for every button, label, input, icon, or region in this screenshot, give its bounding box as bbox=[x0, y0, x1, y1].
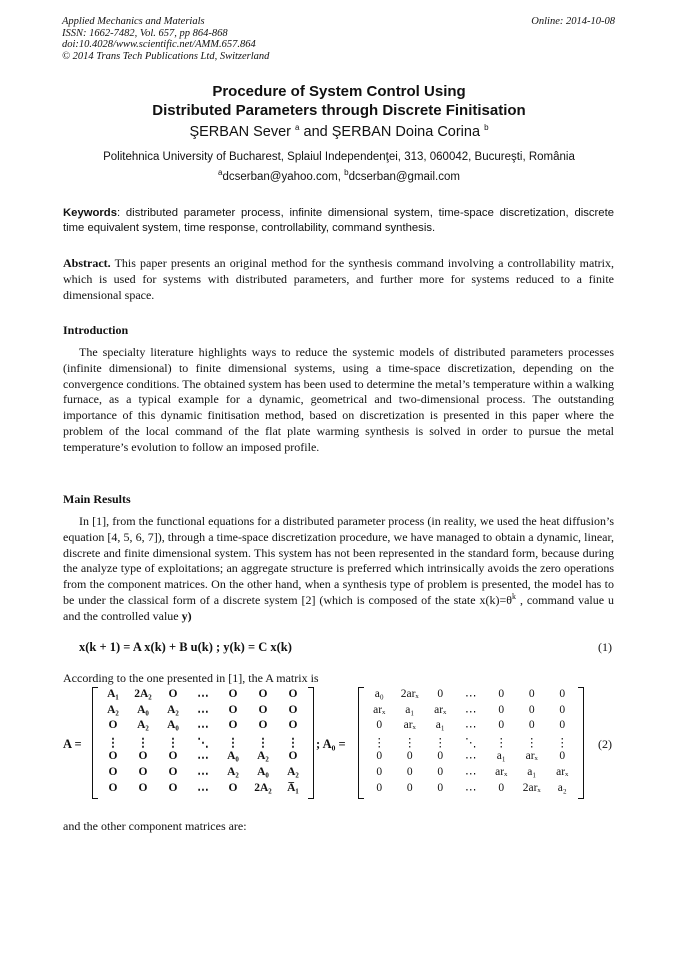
keywords bbox=[63, 206, 614, 235]
matrix-cell: O bbox=[228, 781, 238, 794]
main-p1-text: In [1], from the functional equations for a distributed parameter process (in reality, we used the heat diffusion’s equation [4, 5, 6, 7]), through a time-space discretization procedure, we have managed to obtain a dynamic, linear, discrete and finite dimensional system. This system has not been represented in the standard form, because during the analyze type of exploitations; an aggregate structure is preferred which intrinsically avoids the zero operations from the component matrices. On the other hand, when a synthesis type of problem is presented, the model has to be under the classical form of a discrete system [2] (which is composed of the state x(k)=θ bbox=[63, 514, 614, 607]
matrix-cell: A₂ bbox=[137, 719, 149, 732]
matrix-cell: 0 bbox=[406, 781, 413, 794]
matrix-cell: ⋮ bbox=[257, 736, 269, 749]
author-1: ŞERBAN Sever bbox=[189, 124, 291, 140]
matrix-cell: 0 bbox=[498, 719, 505, 732]
journal-header bbox=[62, 16, 269, 62]
matrix-cell: 2A₂ bbox=[254, 781, 272, 794]
matrix-cell: ⋮ bbox=[137, 736, 149, 749]
matrix-cell: ⋱ bbox=[465, 736, 477, 749]
online-date: Online: 2014-10-08 bbox=[531, 16, 615, 27]
intro-heading: Introduction bbox=[63, 323, 129, 337]
matrix-cell: 0 bbox=[406, 766, 413, 778]
matrix-cell: 0 bbox=[528, 719, 535, 732]
authors-and: and bbox=[303, 124, 328, 140]
intro-paragraph: The specialty literature highlights ways to reduce the systemic models of distributed parameters processes (infinite dimensional) to finite dimensional systems, using a time-space discretization, depending on the convergence conditions. The obtained system has been used to determine the metal’s temperature within a walking furnace, as a typical example for a dynamic, geometrical and two-dimensional process. The outstanding importance of this dynamic finitisation method, based on discretization is presented in this paper where the problem of the local command of the flat plate warming synthesis is solved in order to pursue the metal temperature’s evolution to follow an imposed profile. bbox=[63, 345, 614, 454]
email-a: dcserban@yahoo.com, bbox=[222, 171, 341, 183]
abstract-label: Abstract. bbox=[63, 256, 111, 270]
main-p1-end: , command value u and the controlled value bbox=[63, 592, 614, 623]
matrix-cell: A₀ bbox=[227, 750, 239, 763]
main-p1-sup: k bbox=[512, 591, 517, 601]
author-2-sup: b bbox=[484, 123, 489, 133]
journal-name: Applied Mechanics and Materials bbox=[62, 16, 205, 27]
matrix-cell: ⋮ bbox=[434, 736, 446, 749]
matrix-a-label: A = bbox=[63, 737, 82, 751]
matrix-cell: a₁ bbox=[496, 750, 506, 763]
matrix-cell: O bbox=[168, 766, 178, 778]
matrix-cell: 0 bbox=[498, 781, 505, 794]
matrix-cell: 0 bbox=[498, 703, 505, 716]
matrix-cell: 0 bbox=[376, 750, 383, 763]
matrix-cell: 0 bbox=[437, 781, 444, 794]
matrix-cell: ⋯ bbox=[197, 783, 209, 796]
matrix-cell: 0 bbox=[559, 750, 566, 763]
matrix-a bbox=[92, 687, 314, 799]
matrix-cell: O bbox=[108, 766, 118, 778]
matrix-cell: a₂ bbox=[557, 781, 567, 794]
equation-1: x(k + 1) = A x(k) + B u(k) ; y(k) = C x(k) bbox=[79, 640, 292, 654]
matrix-cell: arₓ bbox=[495, 766, 508, 778]
matrix-cell: 2A₂ bbox=[134, 688, 152, 700]
title-line-1: Procedure of System Control Using bbox=[212, 83, 466, 100]
matrix-cell: a₀ bbox=[374, 688, 384, 700]
matrix-cell: O bbox=[288, 750, 298, 763]
main-paragraph-1 bbox=[63, 514, 614, 625]
matrix-cell: A₀ bbox=[167, 719, 179, 732]
main-paragraph-3: and the other component matrices are: bbox=[63, 819, 247, 833]
matrix-cell: O bbox=[258, 719, 268, 732]
keywords-label: Keywords bbox=[63, 207, 117, 219]
matrix-cell: 0 bbox=[498, 688, 505, 700]
matrix-cell: A₀ bbox=[257, 766, 269, 778]
equation-1-number: (1) bbox=[598, 640, 612, 654]
matrix-cell: ⋮ bbox=[107, 736, 119, 749]
matrix-cell: ⋮ bbox=[373, 736, 385, 749]
main-p1-y: y) bbox=[181, 608, 192, 623]
matrix-cell: A₂ bbox=[227, 766, 239, 778]
email-b-sup: b bbox=[344, 168, 349, 178]
matrix-cell: O bbox=[168, 781, 178, 794]
matrix-cell: A₂ bbox=[287, 766, 299, 778]
matrix-cell: ⋮ bbox=[167, 736, 179, 749]
matrix-cell: O bbox=[228, 719, 238, 732]
matrix-cell: A₂ bbox=[167, 703, 179, 716]
matrix-cell: 0 bbox=[376, 781, 383, 794]
matrix-cell: 0 bbox=[376, 766, 383, 778]
main-paragraph-2: According to the one presented in [1], the A matrix is bbox=[63, 671, 319, 685]
equation-2-number: (2) bbox=[598, 737, 612, 751]
matrix-cell: arₓ bbox=[525, 750, 538, 763]
matrix-cell: O bbox=[108, 781, 118, 794]
author-2: ŞERBAN Doina Corina bbox=[331, 124, 481, 140]
author-1-sup: a bbox=[295, 123, 300, 133]
matrix-cell: 2arₓ bbox=[400, 688, 419, 700]
matrix-cell: ⋯ bbox=[197, 690, 209, 702]
matrix-a0-right-bracket bbox=[578, 687, 584, 799]
matrix-cell: arₓ bbox=[403, 719, 416, 732]
matrix-cell: a₁ bbox=[435, 719, 445, 732]
matrix-cell: ⋮ bbox=[526, 736, 538, 749]
matrix-cell: ⋱ bbox=[197, 736, 209, 749]
doi: doi:10.4028/www.scientific.net/AMM.657.864 bbox=[62, 39, 256, 50]
matrix-cell: ⋯ bbox=[465, 768, 477, 780]
matrix-cell: ⋮ bbox=[556, 736, 568, 749]
email-b: dcserban@gmail.com bbox=[348, 171, 460, 183]
matrix-cell: ⋯ bbox=[197, 705, 209, 718]
matrix-cell: arₓ bbox=[434, 703, 447, 716]
matrix-cell: 2arₓ bbox=[522, 781, 541, 794]
copyright: © 2014 Trans Tech Publications Ltd, Switzerland bbox=[62, 50, 270, 62]
matrix-cell: O bbox=[288, 719, 298, 732]
matrix-cell: O bbox=[168, 688, 178, 700]
matrix-cell: O bbox=[138, 781, 148, 794]
matrix-cell: arₓ bbox=[373, 703, 386, 716]
matrix-cell: O bbox=[258, 688, 268, 700]
matrix-cell: O bbox=[168, 750, 178, 763]
matrix-cell: O bbox=[228, 688, 238, 700]
affiliation: Politehnica University of Bucharest, Splaiul Independenţei, 313, 060042, Bucureşti, România bbox=[103, 151, 575, 163]
matrix-cell: ⋮ bbox=[227, 736, 239, 749]
matrix-cell: A̅₁ bbox=[287, 781, 299, 794]
matrix-cell: 0 bbox=[559, 719, 566, 732]
matrix-cell: ⋯ bbox=[465, 721, 477, 734]
matrix-cell: ⋯ bbox=[197, 768, 209, 780]
abstract bbox=[63, 256, 614, 303]
matrix-cell: 0 bbox=[559, 703, 566, 716]
matrix-cell: A₀ bbox=[137, 703, 149, 716]
matrix-cell: ⋯ bbox=[465, 752, 477, 765]
matrix-cell: arₓ bbox=[556, 766, 569, 778]
matrix-a-right-bracket bbox=[308, 687, 314, 799]
matrix-cell: ⋯ bbox=[197, 721, 209, 734]
matrix-cell: O bbox=[138, 750, 148, 763]
matrix-cell: A₁ bbox=[107, 688, 119, 700]
matrix-cell: a₁ bbox=[405, 703, 415, 716]
matrix-cell: ⋯ bbox=[465, 705, 477, 718]
matrix-cell: O bbox=[108, 750, 118, 763]
matrix-cell: a₁ bbox=[527, 766, 537, 778]
title-line-2: Distributed Parameters through Discrete Finitisation bbox=[152, 102, 526, 119]
matrix-cell: A₂ bbox=[107, 703, 119, 716]
emails bbox=[0, 168, 678, 183]
paper-title bbox=[0, 82, 678, 120]
keywords-text: : distributed parameter process, infinite dimensional system, time-space discretization, discrete time equivalent system, time response, controllability, command synthesis. bbox=[63, 207, 614, 234]
matrix-cell: O bbox=[228, 703, 238, 716]
matrix-cell: A₂ bbox=[257, 750, 269, 763]
matrix-cell: O bbox=[258, 703, 268, 716]
matrix-cell: 0 bbox=[437, 750, 444, 763]
matrix-cell: ⋯ bbox=[465, 690, 477, 702]
matrix-cell: O bbox=[288, 688, 298, 700]
matrix-cell: ⋯ bbox=[465, 783, 477, 796]
matrix-cell: ⋮ bbox=[495, 736, 507, 749]
matrix-cell: 0 bbox=[406, 750, 413, 763]
matrix-cell: ⋮ bbox=[287, 736, 299, 749]
matrix-cell: ⋮ bbox=[404, 736, 416, 749]
matrix-cell: 0 bbox=[376, 719, 383, 732]
authors bbox=[0, 124, 678, 140]
matrix-cell: ⋯ bbox=[197, 752, 209, 765]
matrix-a0-label: ; A₀ = bbox=[316, 737, 346, 751]
issn: ISSN: 1662-7482, Vol. 657, pp 864-868 bbox=[62, 27, 228, 39]
matrix-cell: O bbox=[138, 766, 148, 778]
matrix-cell: 0 bbox=[559, 688, 566, 700]
matrix-cell: 0 bbox=[437, 688, 444, 700]
abstract-text: This paper presents an original method for the synthesis command involving a controllability matrix, which is used for systems with distributed parameters, and further more for systems reduced to a finite dimensional space. bbox=[63, 256, 614, 302]
matrix-cell: O bbox=[288, 703, 298, 716]
main-results-heading: Main Results bbox=[63, 492, 131, 506]
matrix-cell: O bbox=[108, 719, 118, 732]
email-a-sup: a bbox=[218, 168, 223, 178]
matrix-cell: 0 bbox=[437, 766, 444, 778]
matrix-a0 bbox=[358, 687, 584, 799]
matrix-cell: 0 bbox=[528, 688, 535, 700]
matrix-cell: 0 bbox=[528, 703, 535, 716]
